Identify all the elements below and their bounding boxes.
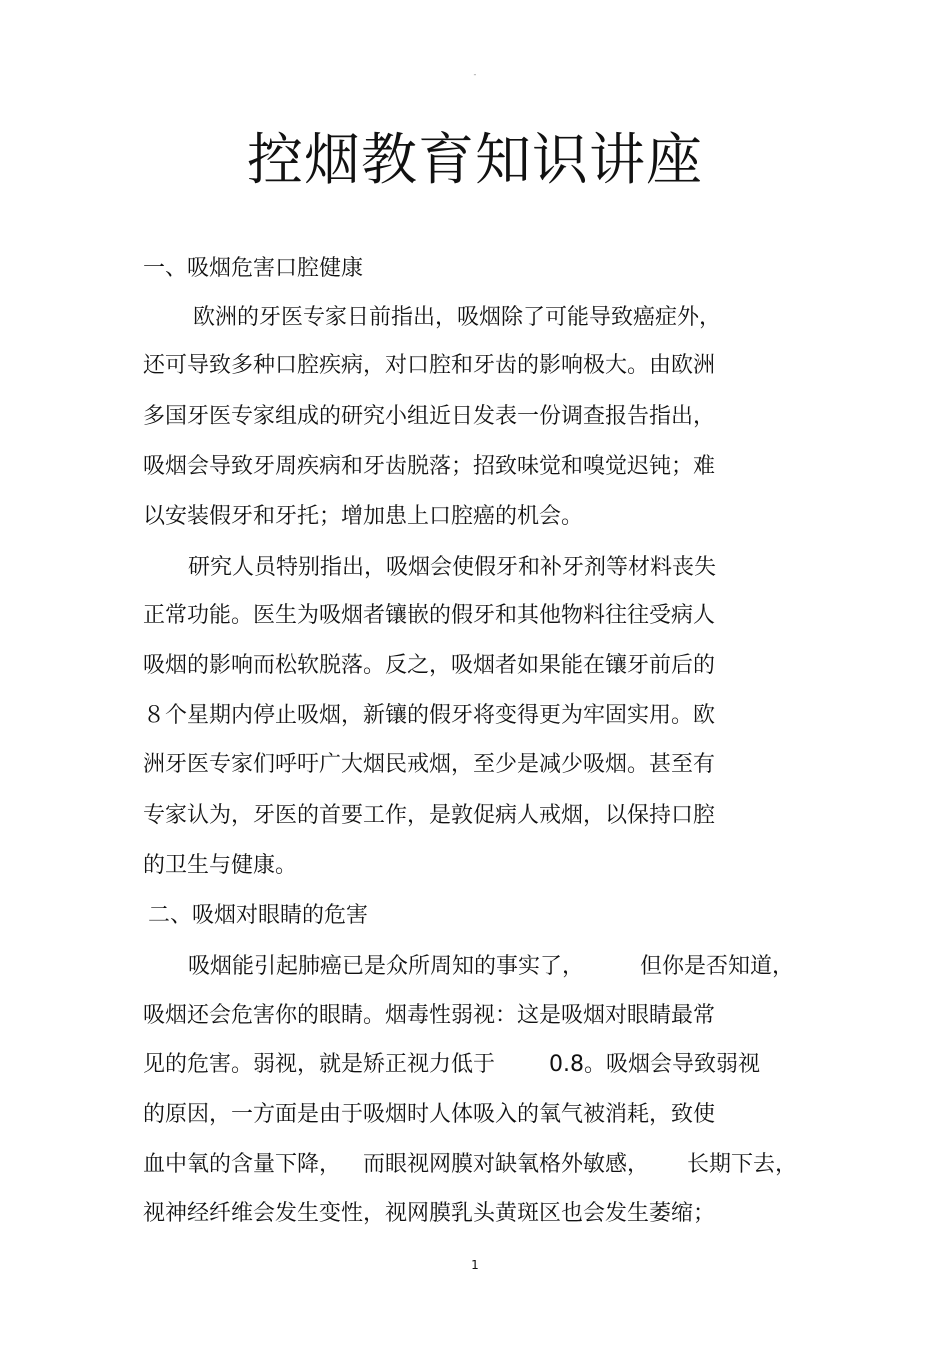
paragraph-line xyxy=(143,1150,797,1180)
paragraph-line: 正常功能。医生为吸烟者镶嵌的假牙和其他物料往往受病人 xyxy=(143,603,716,628)
paragraph-line xyxy=(143,1050,760,1080)
page-number: 1 xyxy=(471,1258,479,1272)
paragraph-text: 长期下去， xyxy=(687,1152,798,1177)
paragraph-line: 专家认为，牙医的首要工作，是敦促病人戒烟，以保持口腔 xyxy=(143,803,716,828)
paragraph-line: 的卫生与健康。 xyxy=(143,853,298,878)
section-heading-eye-harm: 二、吸烟对眼睛的危害 xyxy=(148,903,369,928)
paragraph-line: 研究人员特别指出，吸烟会使假牙和补牙剂等材料丧失 xyxy=(188,555,717,580)
paragraph-text: 见的危害。弱视，就是矫正视力低于 xyxy=(143,1052,496,1077)
paragraph-line: 欧洲的牙医专家日前指出，吸烟除了可能导致癌症外， xyxy=(193,305,722,330)
paragraph-line: 多国牙医专家组成的研究小组近日发表一份调查报告指出， xyxy=(143,404,716,429)
section-heading-oral-health: 一、吸烟危害口腔健康 xyxy=(143,256,364,281)
header-mark: - xyxy=(473,70,477,79)
paragraph-text: 吸烟能引起肺癌已是众所周知的事实了， xyxy=(188,954,585,979)
paragraph-text: 。吸烟会导致弱视 xyxy=(584,1052,761,1077)
paragraph-line: 吸烟的影响而松软脱落。反之，吸烟者如果能在镶牙前后的 xyxy=(143,653,716,678)
vision-value: 0.8 xyxy=(549,1052,585,1077)
paragraph-text: 而眼视网膜对缺氧格外敏感， xyxy=(363,1152,650,1177)
document-title: 控烟教育知识讲座 xyxy=(247,128,703,193)
paragraph-line: 吸烟还会危害你的眼睛。烟毒性弱视：这是吸烟对眼睛最常 xyxy=(143,1003,716,1028)
paragraph-line: 的原因，一方面是由于吸烟时人体吸入的氧气被消耗，致使 xyxy=(143,1102,716,1127)
paragraph-text: 但你是否知道， xyxy=(640,954,795,979)
paragraph-line xyxy=(188,952,794,982)
paragraph-text: 血中氧的含量下降， xyxy=(143,1152,342,1177)
paragraph-line: 以安装假牙和牙托；增加患上口腔癌的机会。 xyxy=(143,504,584,529)
paragraph-line: 洲牙医专家们呼吁广大烟民戒烟，至少是减少吸烟。甚至有 xyxy=(143,752,716,777)
paragraph-line: ８个星期内停止吸烟，新镶的假牙将变得更为牢固实用。欧 xyxy=(143,703,716,728)
paragraph-line: 还可导致多种口腔疾病，对口腔和牙齿的影响极大。由欧洲 xyxy=(143,353,716,378)
paragraph-line: 吸烟会导致牙周疾病和牙齿脱落；招致味觉和嗅觉迟钝；难 xyxy=(143,454,716,479)
paragraph-line: 视神经纤维会发生变性，视网膜乳头黄斑区也会发生萎缩； xyxy=(143,1201,716,1226)
